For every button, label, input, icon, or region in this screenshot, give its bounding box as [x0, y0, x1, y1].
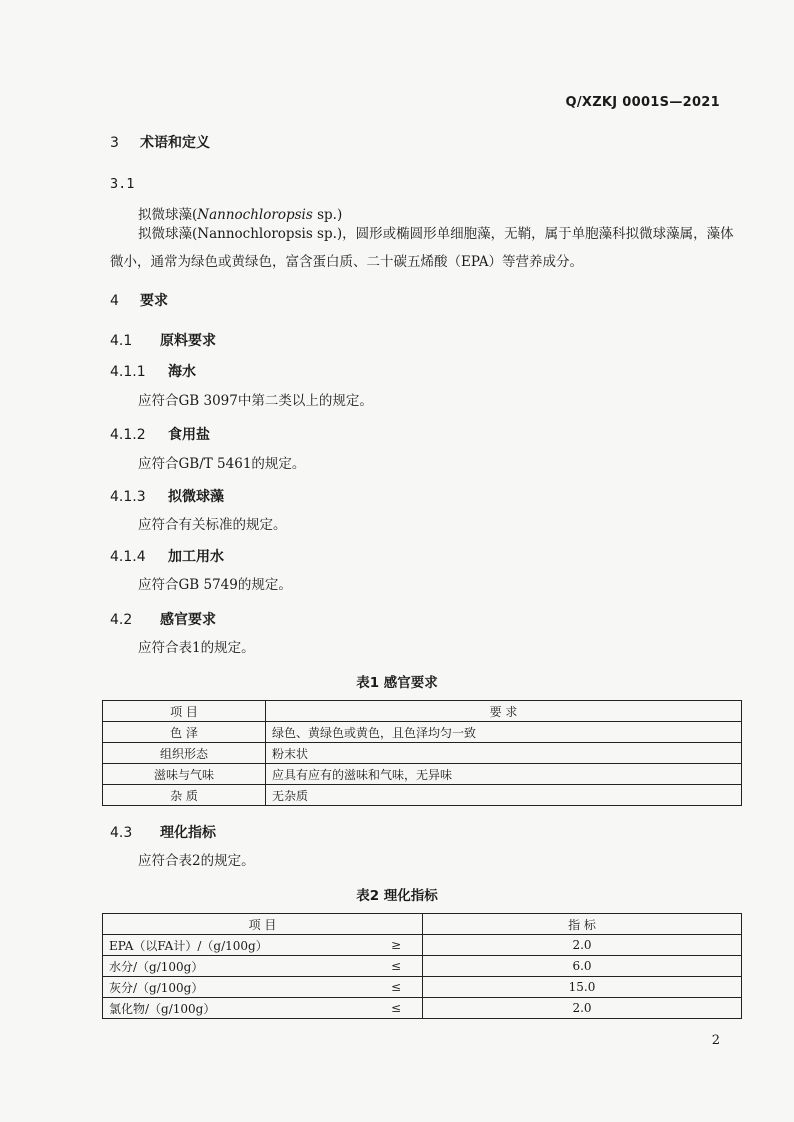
- table-row: [103, 722, 742, 743]
- row-operator: ≤: [370, 998, 423, 1019]
- row-operator: ≥: [370, 935, 423, 956]
- section-number: 3: [110, 135, 119, 151]
- section-number: 4.1.4: [110, 549, 146, 565]
- row-operator: ≤: [370, 956, 423, 977]
- section-4-1-heading: [110, 330, 216, 350]
- section-number: 4.3: [110, 825, 133, 841]
- term-name: 拟微球藻(Nannochloropsis sp.): [138, 207, 343, 223]
- row-item: 组织形态: [103, 743, 266, 764]
- term-number: 3.1: [110, 176, 135, 192]
- table-2-caption: 表2 理化指标: [356, 888, 438, 904]
- section-4-1-3-heading: [110, 486, 224, 506]
- table-row: [103, 935, 742, 956]
- row-value: 15.0: [423, 977, 742, 998]
- section-title: 加工用水: [168, 549, 224, 565]
- row-item: 色 泽: [103, 722, 266, 743]
- header-index: 指 标: [423, 914, 742, 935]
- section-4-2-heading: [110, 609, 216, 629]
- section-number: 4.1.3: [110, 489, 146, 505]
- header-item: 项 目: [103, 914, 423, 935]
- table-1-sensory: [102, 700, 742, 806]
- header-requirement: 要 求: [266, 701, 742, 722]
- section-title: 感官要求: [160, 612, 216, 628]
- table-row: [103, 998, 742, 1019]
- table-row: [103, 956, 742, 977]
- table-row: [103, 764, 742, 785]
- section-3-heading: [110, 132, 210, 152]
- row-value: 2.0: [423, 935, 742, 956]
- table-header-row: [103, 701, 742, 722]
- term-definition: 拟微球藻(Nannochloropsis sp.)，圆形或椭圆形单细胞藻，无鞘，属于单胞藻科拟微球藻属，藻体微小，通常为绿色或黄绿色，富含蛋白质、二十碳五烯酸（EPA）等营养成分。: [110, 226, 734, 270]
- section-4-1-4-text: 应符合GB 5749的规定。: [138, 577, 292, 593]
- section-title: 理化指标: [160, 825, 216, 841]
- section-title: 拟微球藻: [168, 489, 224, 505]
- standard-code: Q/XZKJ 0001S—2021: [565, 95, 720, 110]
- section-number: 4.1.1: [110, 364, 146, 380]
- section-4-2-text: 应符合表1的规定。: [138, 640, 255, 656]
- section-4-heading: [110, 290, 168, 310]
- row-item: 水分/（g/100g）: [103, 956, 371, 977]
- row-requirement: 应具有应有的滋味和气味，无异味: [266, 764, 742, 785]
- table-2-physicochemical: [102, 913, 742, 1019]
- section-number: 4.1.2: [110, 427, 146, 443]
- table-row: [103, 977, 742, 998]
- page-number: 2: [711, 1033, 720, 1048]
- section-title: 要求: [140, 293, 168, 309]
- section-4-1-4-heading: [110, 546, 224, 566]
- section-title: 术语和定义: [140, 135, 210, 151]
- section-4-1-2-text: 应符合GB/T 5461的规定。: [138, 456, 306, 472]
- term-name-zh: 拟微球藻: [138, 207, 192, 223]
- row-item: EPA（以FA计）/（g/100g）: [103, 935, 371, 956]
- section-4-1-1-text: 应符合GB 3097中第二类以上的规定。: [138, 393, 373, 409]
- section-title: 食用盐: [168, 427, 210, 443]
- row-requirement: 粉末状: [266, 743, 742, 764]
- table-row: [103, 785, 742, 806]
- section-title: 原料要求: [160, 333, 216, 349]
- row-requirement: 无杂质: [266, 785, 742, 806]
- row-requirement: 绿色、黄绿色或黄色，且色泽均匀一致: [266, 722, 742, 743]
- term-name-latin: Nannochloropsis: [197, 207, 313, 223]
- row-item: 灰分/（g/100g）: [103, 977, 371, 998]
- row-value: 6.0: [423, 956, 742, 977]
- section-number: 4: [110, 293, 119, 309]
- row-operator: ≤: [370, 977, 423, 998]
- section-4-1-3-text: 应符合有关标准的规定。: [138, 517, 287, 533]
- section-4-1-1-heading: [110, 361, 196, 381]
- table-row: [103, 743, 742, 764]
- header-item: 项 目: [103, 701, 266, 722]
- row-item: 杂 质: [103, 785, 266, 806]
- row-value: 2.0: [423, 998, 742, 1019]
- section-number: 4.2: [110, 612, 133, 628]
- row-item: 氯化物/（g/100g）: [103, 998, 371, 1019]
- section-4-1-2-heading: [110, 424, 210, 444]
- section-number: 4.1: [110, 333, 133, 349]
- term-name-suffix: sp.: [317, 207, 337, 223]
- section-title: 海水: [168, 364, 196, 380]
- section-4-3-text: 应符合表2的规定。: [138, 853, 255, 869]
- table-header-row: [103, 914, 742, 935]
- table-1-caption: 表1 感官要求: [356, 675, 438, 691]
- row-item: 滋味与气味: [103, 764, 266, 785]
- section-4-3-heading: [110, 822, 216, 842]
